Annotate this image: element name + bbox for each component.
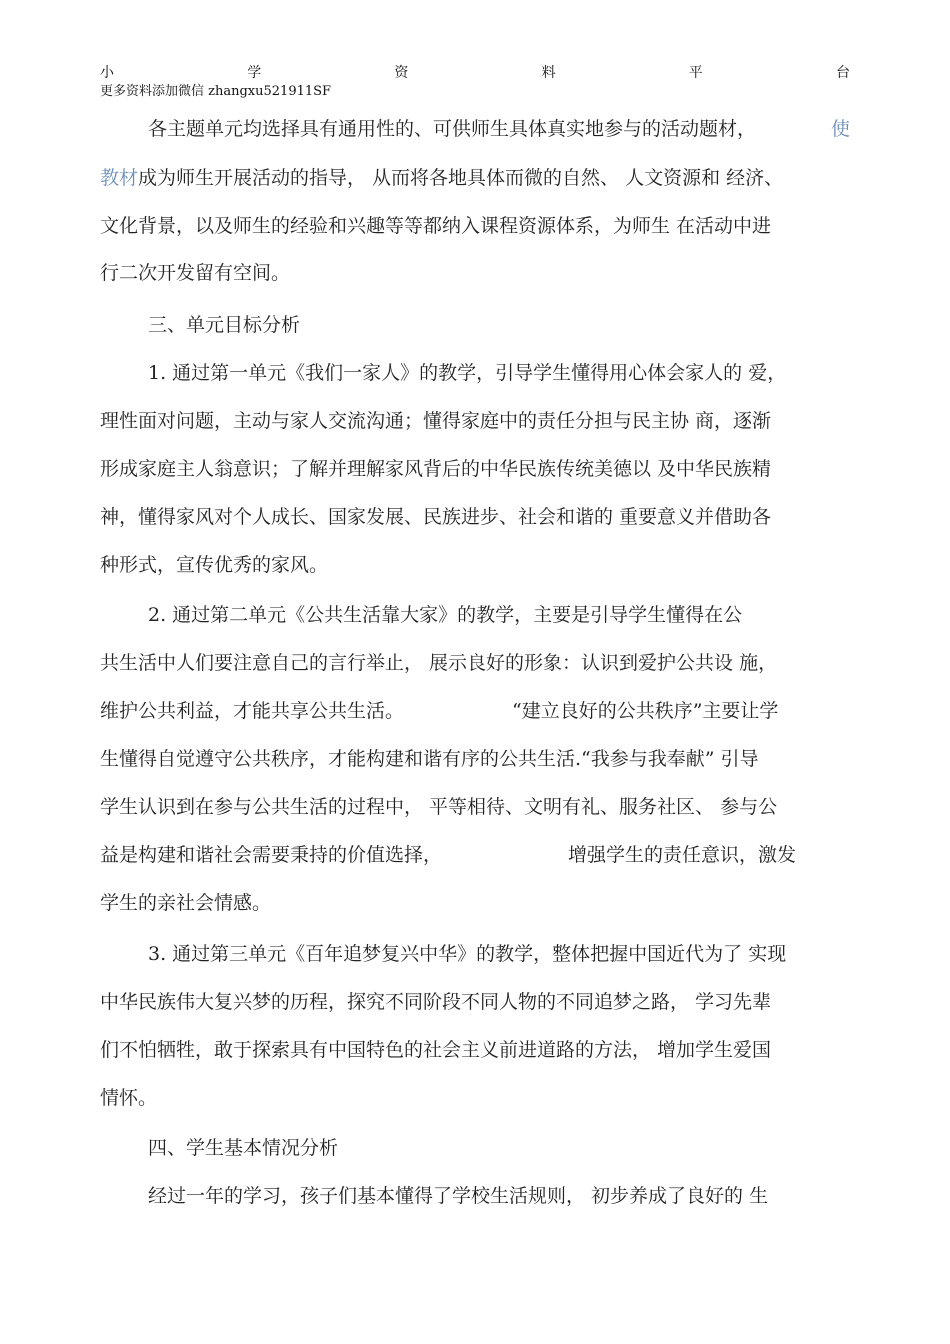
header-title: [100, 62, 850, 82]
paragraph-line: 3. 通过第三单元《百年追梦复兴中华》的教学，整体把握中国近代为了 实现: [148, 943, 787, 965]
section-heading: 四、学生基本情况分析: [148, 1137, 339, 1159]
paragraph-line: 学生认识到在参与公共生活的过程中， 平等相待、文明有礼、服务社区、 参与公: [100, 796, 778, 818]
paragraph-line: 1. 通过第一单元《我们一家人》的教学，引导学生懂得用心体会家人的 爱，: [148, 362, 787, 384]
paragraph-line: [100, 842, 850, 868]
paragraph-line: 们不怕牺牲，敢于探索具有中国特色的社会主义前进道路的方法， 增加学生爱国: [100, 1039, 772, 1061]
header-char: 学: [247, 65, 262, 81]
paragraph-line: 共生活中人们要注意自己的言行举止， 展示良好的形象：认识到爱护公共设 施，: [100, 652, 778, 674]
paragraph-text: 成为师生开展活动的指导， 从而将各地具体而微的自然、 人文资源和 经济、: [138, 167, 784, 189]
paragraph-line: 经过一年的学习，孩子们基本懂得了学校生活规则， 初步养成了良好的 生: [148, 1185, 769, 1207]
paragraph-line: 种形式，宣传优秀的家风。: [100, 554, 329, 576]
header-char: 台: [835, 65, 850, 81]
paragraph-line: 理性面对问题，主动与家人交流沟通；懂得家庭中的责任分担与民主协 商，逐渐: [100, 410, 772, 432]
header-subline: 更多资料添加微信 zhangxu521911SF: [100, 84, 332, 99]
header-char: 小: [100, 65, 114, 81]
paragraph-line: 2. 通过第二单元《公共生活靠大家》的教学，主要是引导学生懂得在公: [148, 604, 743, 626]
paragraph-line: 情怀。: [100, 1087, 158, 1109]
paragraph-text: “建立良好的公共秩序”主要让学: [512, 700, 779, 722]
paragraph-line: 行二次开发留有空间。: [100, 262, 291, 284]
paragraph-line: [100, 165, 850, 191]
paragraph-line: [100, 698, 850, 724]
paragraph-line: 学生的亲社会情感。: [100, 892, 272, 914]
paragraph-line: 形成家庭主人翁意识；了解并理解家风背后的中华民族传统美德以 及中华民族精: [100, 458, 772, 480]
paragraph-line: 文化背景，以及师生的经验和兴趣等等都纳入课程资源体系，为师生 在活动中进: [100, 215, 772, 237]
paragraph-text: 益是构建和谐社会需要秉持的价值选择，: [100, 844, 443, 866]
header-char: 资: [394, 65, 409, 81]
section-heading: 三、单元目标分析: [148, 314, 301, 336]
paragraph-line: 神，懂得家风对个人成长、国家发展、民族进步、社会和谐的 重要意义并借助各: [100, 506, 772, 528]
paragraph-line: 生懂得自觉遵守公共秩序，才能构建和谐有序的公共生活.“我参与我奉献” 引导: [100, 748, 759, 770]
paragraph-text: 各主题单元均选择具有通用性的、可供师生具体真实地参与的活动题材，: [148, 118, 757, 140]
header-char: 平: [688, 65, 703, 81]
paragraph-text: 维护公共利益，才能共享公共生活。: [100, 700, 405, 722]
paragraph-text: 增强学生的责任意识，激发: [568, 844, 797, 866]
paragraph-line: [100, 116, 850, 142]
header-char: 料: [541, 65, 556, 81]
paragraph-link[interactable]: 教材: [100, 167, 139, 189]
paragraph-link[interactable]: 使: [830, 118, 850, 140]
paragraph-line: 中华民族伟大复兴梦的历程，探究不同阶段不同人物的不同追梦之路， 学习先辈: [100, 991, 772, 1013]
